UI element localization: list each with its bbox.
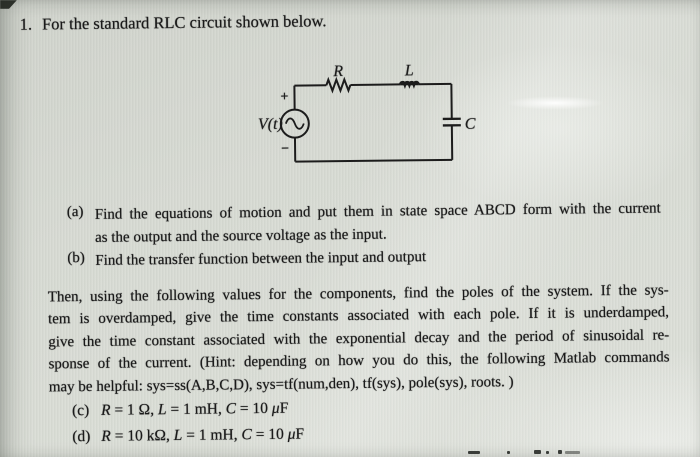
part-b-label: (b) bbox=[67, 250, 85, 267]
paragraph-line: Then, using the following values for the components, find the poles of the system. If the sys- bbox=[47, 282, 669, 306]
math-variable: μ bbox=[271, 399, 280, 417]
poles-paragraph bbox=[48, 279, 670, 398]
minus-sign: − bbox=[281, 141, 290, 157]
text-speck bbox=[546, 451, 549, 454]
plus-sign: + bbox=[280, 89, 289, 105]
text-speck bbox=[468, 451, 480, 454]
inductor-label: L bbox=[404, 62, 414, 80]
paragraph-line: sponse of the current. (Hint: depending on how you do this, the following Matlab commands bbox=[48, 349, 670, 373]
case-d bbox=[72, 426, 304, 447]
math-variable: R bbox=[100, 401, 111, 419]
part-a bbox=[67, 197, 661, 250]
source-label: V(t) bbox=[257, 115, 283, 134]
math-text: F bbox=[295, 425, 305, 443]
math-variable: L bbox=[157, 401, 167, 419]
capacitor-label: C bbox=[464, 115, 476, 133]
text-speck bbox=[558, 450, 562, 454]
part-a-text-line: Find the equations of motion and put them in state space ABCD form with the current bbox=[94, 200, 661, 223]
part-a-label: (a) bbox=[66, 204, 84, 221]
resistor-icon bbox=[326, 79, 350, 90]
part-b-text-line: Find the transfer function between the input and output bbox=[95, 249, 427, 269]
cutoff-text-fragment bbox=[468, 450, 638, 456]
case-c bbox=[72, 400, 288, 420]
case-c-formula bbox=[101, 400, 288, 419]
rlc-circuit-diagram bbox=[238, 48, 490, 186]
text-speck bbox=[507, 451, 510, 454]
case-d-formula bbox=[101, 426, 304, 445]
text-speck bbox=[534, 450, 541, 454]
bottom-wire bbox=[295, 160, 452, 162]
math-text: = 1 mH, bbox=[182, 426, 242, 444]
paragraph-line: give the time constant associated with the exponential decay and the period of sinusoidal re- bbox=[48, 327, 670, 351]
paragraph-line: may be helpful: sys=ss(A,B,C,D), sys=tf(num,den), tf(sys), pole(sys), roots. ) bbox=[48, 373, 514, 396]
math-variable: R bbox=[101, 427, 111, 445]
case-c-label: (c) bbox=[71, 401, 90, 420]
top-wire bbox=[294, 84, 451, 86]
math-variable: C bbox=[225, 400, 237, 418]
problem-title bbox=[20, 11, 327, 34]
problem-title-text: For the standard RLC circuit shown below. bbox=[41, 11, 327, 34]
paragraph-line: tem is overdamped, give the time constants associated with each pole. If it is underdamped, bbox=[47, 304, 670, 328]
case-d-label: (d) bbox=[72, 427, 91, 446]
math-text: = 10 kΩ, bbox=[110, 427, 174, 445]
capacitor-icon bbox=[443, 119, 461, 126]
problem-number: 1. bbox=[19, 14, 33, 34]
math-text: = 1 mH, bbox=[166, 400, 226, 419]
math-text: = 10 bbox=[235, 399, 272, 418]
sine-wave-icon bbox=[286, 118, 304, 129]
math-text: F bbox=[279, 399, 289, 417]
math-text: = 10 bbox=[251, 425, 288, 444]
part-a-text bbox=[95, 197, 661, 249]
right-wire bbox=[451, 84, 452, 160]
math-variable: C bbox=[241, 426, 252, 444]
resistor-label: R bbox=[333, 63, 344, 81]
part-a-text-line: as the output and the source voltage as the input. bbox=[95, 226, 387, 246]
text-speck bbox=[565, 451, 580, 454]
math-variable: L bbox=[173, 426, 183, 445]
math-text: = 1 Ω, bbox=[110, 401, 159, 419]
math-variable: μ bbox=[287, 425, 296, 443]
